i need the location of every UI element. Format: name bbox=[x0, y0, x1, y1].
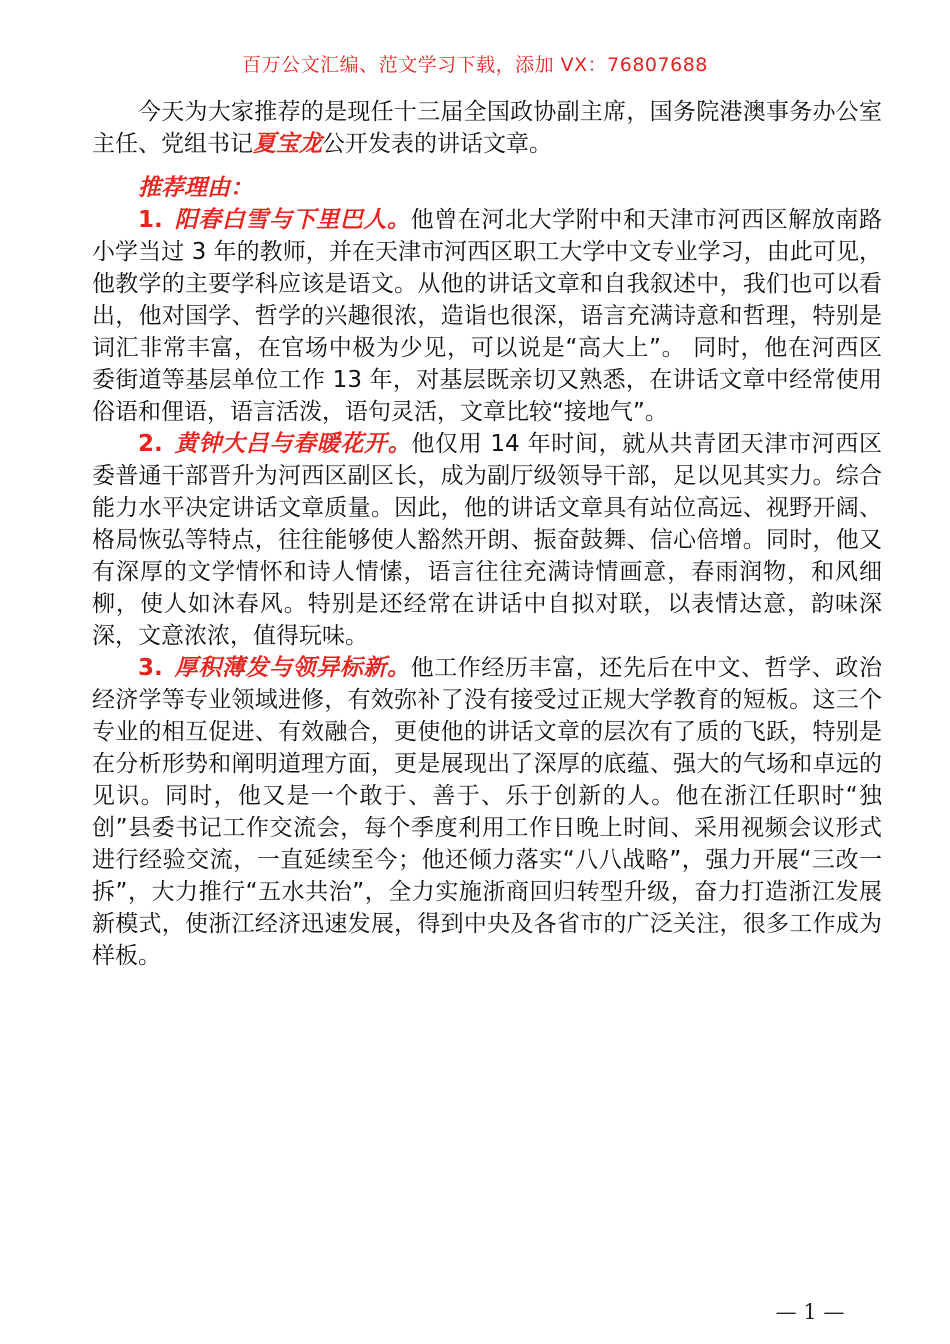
reason-title: 厚积薄发与领异标新。 bbox=[174, 655, 411, 681]
reason-title: 阳春白雪与下里巴人。 bbox=[174, 207, 411, 233]
reason-item-2 bbox=[92, 428, 882, 652]
reason-text: 他曾在河北大学附中和天津市河西区解放南路小学当过 3 年的教师，并在天津市河西区职工大学中文专业学习，由此可见，他教学的主要学科应该是语文。从他的讲话文章和自我叙述中，我们也可以看出，他对国学、哲学的兴趣很浓，造诣也很深，语言充满诗意和哲理，特别是词汇非常丰富，在官场中极为少见，可以说是“高大上”。 同时，他在河西区委街道等基层单位工作 13 年，对基层既亲切又熟悉，在讲话文章中经常使用俗语和俚语，语言活泼，语句灵活，文章比较“接地气”。 bbox=[92, 207, 883, 425]
reasons-heading bbox=[92, 172, 882, 204]
intro-paragraph bbox=[92, 96, 882, 160]
reason-number: 1. bbox=[138, 207, 163, 233]
reason-item-1 bbox=[92, 204, 882, 428]
intro-text-after: 公开发表的讲话文章。 bbox=[322, 131, 552, 157]
reason-number: 2. bbox=[138, 431, 163, 457]
reasons-heading-text: 推荐理由： bbox=[138, 175, 253, 201]
page-number: — 1 — bbox=[775, 1300, 845, 1324]
intro-text-before: 今天为大家推荐的是现任十三届全国政协副主席，国务院港澳事务办公室主任、党组书记 bbox=[92, 99, 882, 157]
article-body bbox=[92, 96, 882, 972]
reason-text: 他仅用 14 年时间，就从共青团天津市河西区委普通干部晋升为河西区副区长，成为副厅级领导干部，足以见其实力。综合能力水平决定讲话文章质量。因此，他的讲话文章具有站位高远、视野开阔、格局恢弘等特点，往往能够使人豁然开朗、振奋鼓舞、信心倍增。同时，他又有深厚的文学情怀和诗人情愫，语言往往充满诗情画意，春雨润物，和风细柳，使人如沐春风。特别是还经常在讲话中自拟对联，以表情达意，韵味深深，文意浓浓，值得玩味。 bbox=[92, 431, 882, 649]
reason-title: 黄钟大吕与春暖花开。 bbox=[174, 431, 412, 457]
reason-item-3 bbox=[92, 652, 882, 972]
reason-number: 3. bbox=[138, 655, 163, 681]
reason-text: 他工作经历丰富，还先后在中文、哲学、政治经济学等专业领域进修，有效弥补了没有接受过正规大学教育的短板。这三个专业的相互促进、有效融合，更使他的讲话文章的层次有了质的飞跃，特别是在分析形势和阐明道理方面，更是展现出了深厚的底蕴、强大的气场和卓远的见识。同时，他又是一个敢于、善于、乐于创新的人。他在浙江任职时“独创”县委书记工作交流会，每个季度利用工作日晚上时间、采用视频会议形式进行经验交流，一直延续至今；他还倾力落实“八八战略”，强力开展“三改一拆”，大力推行“五水共治”，全力实施浙商回归转型升级，奋力打造浙江发展新模式，使浙江经济迅速发展，得到中央及各省市的广泛关注，很多工作成为样板。 bbox=[92, 655, 883, 969]
intro-highlight-name: 夏宝龙 bbox=[253, 131, 322, 157]
header-note: 百万公文汇编、范文学习下载，添加 VX：76807688 bbox=[242, 54, 708, 76]
